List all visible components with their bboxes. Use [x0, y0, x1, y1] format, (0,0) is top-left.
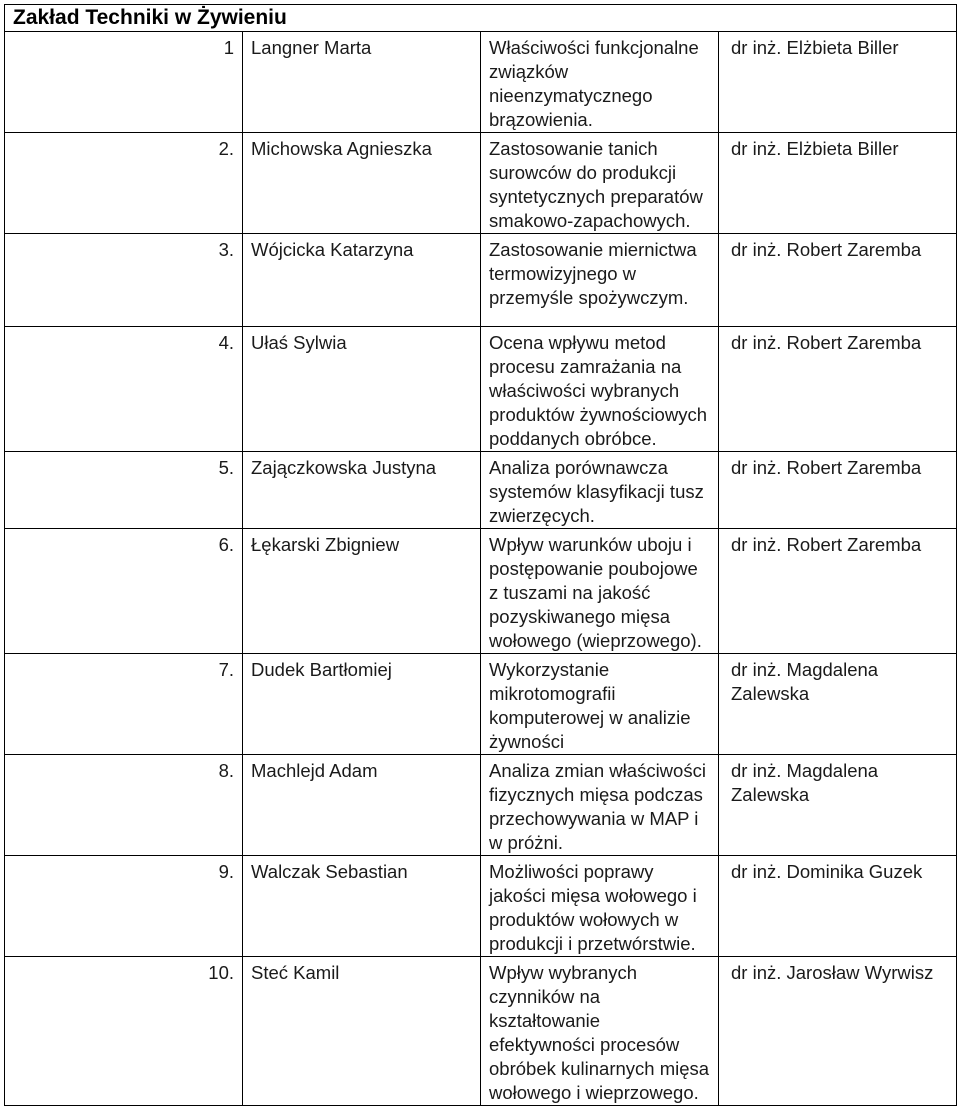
thesis-topic: Wpływ warunków uboju i postępowanie poubojowe z tuszami na jakość pozyskiwanego mięsa wołowego (wieprzowego). [481, 529, 719, 654]
thesis-table [4, 4, 957, 1106]
supervisor-name: dr inż. Dominika Guzek [719, 856, 957, 957]
table-row [5, 32, 957, 133]
table-row [5, 654, 957, 755]
table-row [5, 452, 957, 529]
supervisor-name: dr inż. Magdalena Zalewska [719, 654, 957, 755]
row-number: 4. [218, 332, 234, 353]
thesis-topic: Wpływ wybranych czynników na kształtowanie efektywności procesów obróbek kulinarnych mięsa wołowego i wieprzowego. [481, 957, 719, 1106]
student-name: Wójcicka Katarzyna [243, 234, 481, 327]
row-number: 7. [218, 659, 234, 680]
table-row [5, 327, 957, 452]
student-name: Dudek Bartłomiej [243, 654, 481, 755]
supervisor-name: dr inż. Jarosław Wyrwisz [719, 957, 957, 1106]
supervisor-name: dr inż. Robert Zaremba [719, 234, 957, 327]
student-name: Łękarski Zbigniew [243, 529, 481, 654]
student-name: Walczak Sebastian [243, 856, 481, 957]
supervisor-name: dr inż. Robert Zaremba [719, 529, 957, 654]
thesis-topic: Analiza porównawcza systemów klasyfikacji tusz zwierzęcych. [481, 452, 719, 529]
row-number: 5. [218, 457, 234, 478]
thesis-topic: Właściwości funkcjonalne związków nieenzymatycznego brązowienia. [481, 32, 719, 133]
thesis-topic: Możliwości poprawy jakości mięsa wołowego i produktów wołowych w produkcji i przetwórstwie. [481, 856, 719, 957]
thesis-topic: Ocena wpływu metod procesu zamrażania na właściwości wybranych produktów żywnościowych poddanych obróbce. [481, 327, 719, 452]
row-number: 10. [208, 962, 234, 983]
table-row [5, 529, 957, 654]
student-name: Zajączkowska Justyna [243, 452, 481, 529]
table-row [5, 234, 957, 327]
title-row [5, 5, 957, 32]
row-number: 9. [218, 861, 234, 882]
student-name: Michowska Agnieszka [243, 133, 481, 234]
thesis-topic: Analiza zmian właściwości fizycznych mięsa podczas przechowywania w MAP i w próżni. [481, 755, 719, 856]
thesis-topic: Wykorzystanie mikrotomografii komputerowej w analizie żywności [481, 654, 719, 755]
thesis-topic: Zastosowanie tanich surowców do produkcji syntetycznych preparatów smakowo-zapachowych. [481, 133, 719, 234]
table-row [5, 755, 957, 856]
supervisor-name: dr inż. Robert Zaremba [719, 452, 957, 529]
row-number: 1 [223, 37, 234, 58]
thesis-topic: Zastosowanie miernictwa termowizyjnego w przemyśle spożywczym. [481, 234, 719, 327]
row-number: 8. [218, 760, 234, 781]
row-number: 6. [218, 534, 234, 555]
table-row [5, 133, 957, 234]
student-name: Langner Marta [243, 32, 481, 133]
supervisor-name: dr inż. Robert Zaremba [719, 327, 957, 452]
table-title: Zakład Techniki w Żywieniu [5, 5, 957, 32]
table-row [5, 957, 957, 1106]
student-name: Steć Kamil [243, 957, 481, 1106]
table-row [5, 856, 957, 957]
supervisor-name: dr inż. Magdalena Zalewska [719, 755, 957, 856]
student-name: Machlejd Adam [243, 755, 481, 856]
row-number: 2. [218, 138, 234, 159]
student-name: Ułaś Sylwia [243, 327, 481, 452]
supervisor-name: dr inż. Elżbieta Biller [719, 32, 957, 133]
row-number: 3. [218, 239, 234, 260]
supervisor-name: dr inż. Elżbieta Biller [719, 133, 957, 234]
